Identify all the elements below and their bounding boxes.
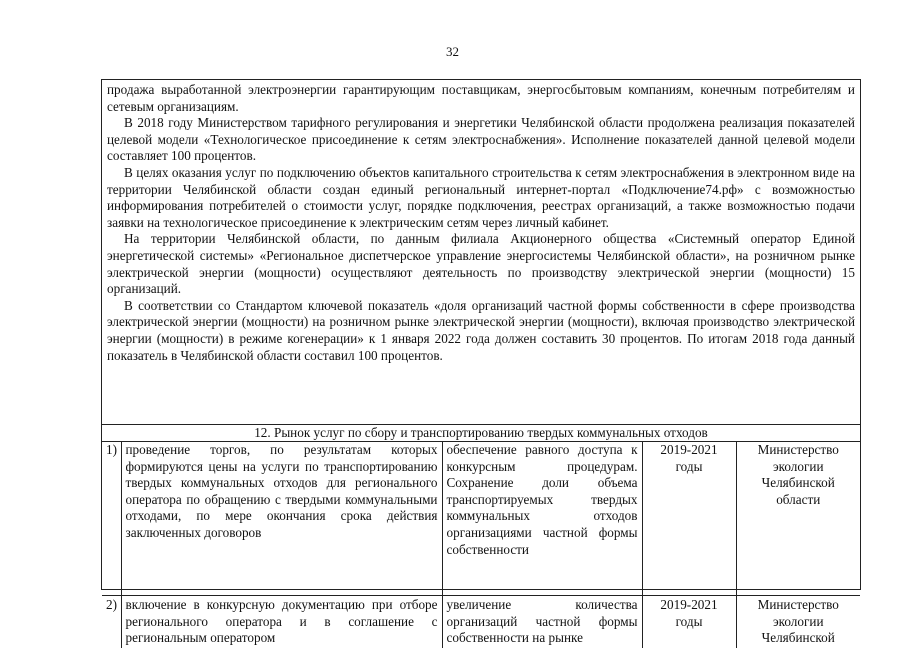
paragraph: На территории Челябинской области, по данным филиала Акционерного общества «Системный оператор Единой энергетической системы» «Региональное диспетчерское управление энергосистемы Челябинской области», на розничном рынке электрической энергии (мощности) осуществляют деятельность по производству электрической энергии (мощности) 15 организаций. — [107, 231, 855, 297]
table-row — [102, 441, 860, 596]
text-block — [107, 82, 855, 364]
responsible-cell: Министерство экологии Челябинской области — [736, 441, 860, 596]
page-number: 32 — [446, 44, 459, 59]
paragraph: В целях оказания услуг по подключению объектов капитального строительства к сетям электроснабжения в электронном виде на территории Челябинской области создан единый региональный интернет-портал «Подключение74.рф» с возможностью информирования потребителей о стоимости услуг, порядке подключения, реестрах организаций, а также возможностью подачи заявки на технологическое присоединение к электрическим сетям через личный кабинет. — [107, 164, 855, 230]
result-cell: увеличение количества организаций частной формы собственности на рынке — [442, 596, 642, 648]
responsible-cell: Министерство экологии Челябинской — [736, 596, 860, 648]
measure-cell: проведение торгов, по результатам которых формируются цены на услуги по транспортированию твердых коммунальных отходов для регионального оператора по обращению с твердыми коммунальными отходами, по мере окончания срока действия заключенных договоров — [121, 441, 442, 596]
measure-cell: включение в конкурсную документацию при отборе регионального оператора и в соглашение с региональным оператором — [121, 596, 442, 648]
section-title: 12. Рынок услуг по сбору и транспортированию твердых коммунальных отходов — [102, 424, 860, 442]
row-number: 1) — [102, 441, 121, 596]
paragraph: В 2018 году Министерством тарифного регулирования и энергетики Челябинской области продолжена реализация показателей целевой модели «Технологическое присоединение к сетям электроснабжения». Исполнение показателей данной целевой модели составляет 100 процентов. — [107, 115, 855, 164]
row-number: 2) — [102, 596, 121, 648]
result-cell: обеспечение равного доступа к конкурсным процедурам. Сохранение доли объема транспортируемых твердых коммунальных отходов организациями частной формы собственности — [442, 441, 642, 596]
period-cell: 2019-2021 годы — [642, 441, 736, 596]
paragraph: В соответствии со Стандартом ключевой показатель «доля организаций частной формы собственности в сфере производства электрической энергии (мощности) на розничном рынке электрической энергии (мощности), включая производство электрической энергии (мощности) в режиме когенерации» к 1 января 2022 года должен составить 30 процентов. По итогам 2018 года данный показатель в Челябинской области составил 100 процентов. — [107, 297, 855, 363]
content-frame — [101, 79, 861, 646]
period-cell: 2019-2021 годы — [642, 596, 736, 648]
measures-table — [102, 441, 860, 648]
paragraph: продажа выработанной электроэнергии гарантирующим поставщикам, энергосбытовым компаниям, конечным потребителям и сетевым организациям. — [107, 82, 855, 114]
